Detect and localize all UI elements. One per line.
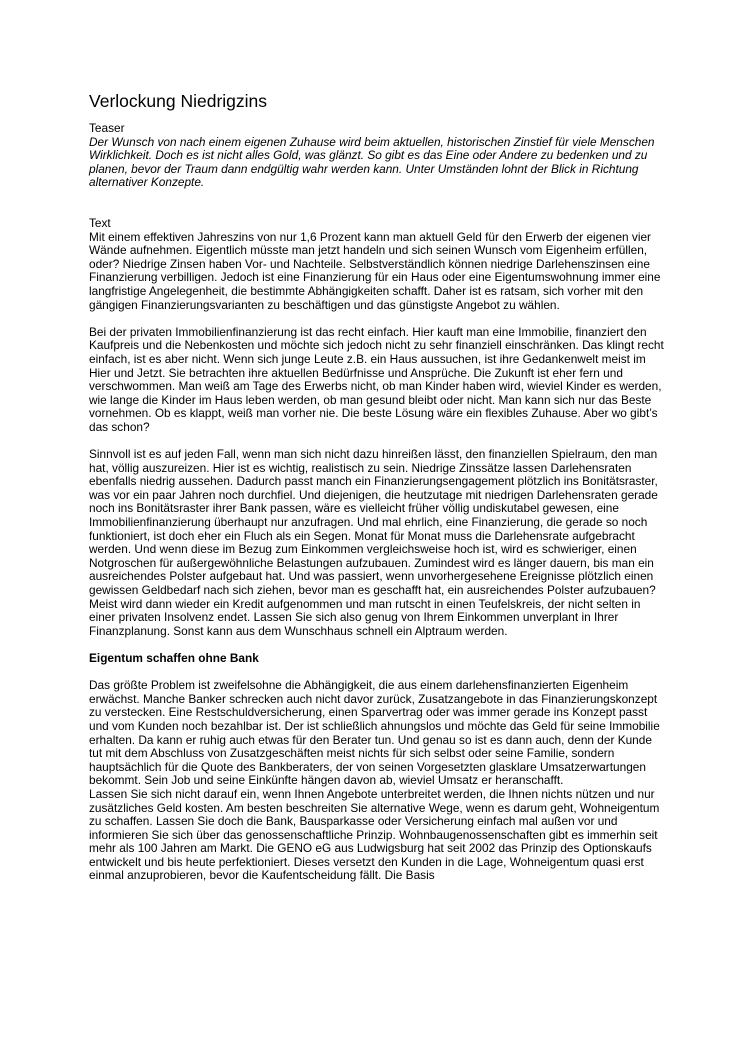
paragraph-2: Bei der privaten Immobilienfinanzierung ist das recht einfach. Hier kauft man eine Immobilie, finanziert den Kaufpreis und die Nebenkosten und möchte sich jedoch nicht zu sehr finanziell einschränken. Das klingt recht einfach, ist es aber nicht. Wenn sich junge Leute z.B. ein Haus aussuchen, ist ihre Gedankenwelt meist im Hier und Jetzt. Sie betrachten ihre aktuellen Bedürfnisse und Ansprüche. Die Zukunft ist eher fern und verschwommen. Man weiß am Tage des Erwerbs nicht, ob man Kinder haben wird, wieviel Kinder es werden, wie lange die Kinder im Haus leben werden, ob man gesund bleibt oder nicht. Man kann sich nur das Beste vornehmen. Ob es klappt, weiß man vorher nie. Die beste Lösung wäre ein flexibles Zuhause. Aber wo gibt’s das schon? (89, 324, 664, 434)
paragraph-1: Mit einem effektiven Jahreszins von nur 1,6 Prozent kann man aktuell Geld für den Erwerb der eigenen vier Wände aufnehmen. Eigentlich müsste man jetzt handeln und sich seinen Wunsch vom Eigenheim erfüllen, oder? Niedrige Zinsen haben Vor- und Nachteile. Selbstverständlich können niedrige Darlehenszinsen eine Finanzierung verbilligen. Jedoch ist eine Finanzierung für ein Haus oder eine Eigentumswohnung immer eine langfristige Angelegenheit, die bestimmte Abhängigkeiten schafft. Daher ist es ratsam, sich vorher mit den gängigen Finanzierungsvarianten zu beschäftigen und das günstigste Angebot zu wählen. (89, 229, 661, 312)
teaser-label: Teaser (89, 121, 125, 135)
spacer (89, 666, 667, 680)
document-body (89, 122, 667, 883)
section-paragraph-2: Lassen Sie sich nicht darauf ein, wenn Ihnen Angebote unterbreitet werden, die Ihnen nichts nützen und nur zusätzliches Geld kosten. Am besten beschreiten Sie alternative Wege, wenn es darum geht, Wohneigentum zu schaffen. Lassen Sie doch die Bank, Bausparkasse oder Versicherung einfach mal außen vor und informieren Sie sich über das genossenschaftliche Prinzip. Wohnbaugenossenschaften gibt es immerhin seit mehr als 100 Jahren am Markt. Die GENO eG aus Ludwigsburg hat seit 2002 das Prinzip des Optionskaufs entwickelt und bis heute perfektioniert. Dieses versetzt den Kunden in die Lage, Wohneigentum quasi erst einmal anzuprobieren, bevor die Kaufentscheidung fällt. Die Basis (89, 786, 660, 883)
section-paragraph-1: Das größte Problem ist zweifelsohne die Abhängigkeit, die aus einem darlehensfinanzierten Eigenheim erwächst. Manche Banker schrecken auch nicht davor zurück, Zusatzangebote in das Finanzierungskonzept zu verstecken. Eine Restschuldversicherung, einen Sparvertrag oder was immer gerade ins Konzept passt und vom Kunden noch bezahlbar ist. Der ist schließlich ahnungslos und möchte das Geld für seine Immobilie erhalten. Da kann er ruhig auch etwas für den Berater tun. Und genau so ist es dann auch, denn der Kunde tut mit dem Abschluss von Zusatzgeschäften meist nichts für sich selbst oder seine Familie, sondern hauptsächlich für die Quote des Bankberaters, der von seinen Vorgesetzten glasklare Umsatzerwartungen bekommt. Sein Job und seine Einkünfte hängen davon ab, wieviel Umsatz er heranschafft. (89, 678, 660, 788)
document-title: Verlockung Niedrigzins (89, 91, 268, 111)
text-label: Text (89, 215, 111, 230)
teaser-text: Der Wunsch von nach einem eigenen Zuhause wird beim aktuellen, historischen Zinstief für viele Menschen Wirklichkeit. Doch es ist nicht alles Gold, was glänzt. So gibt es das Eine oder Andere zu bedenken und zu planen, bevor der Traum dann endgültig wahr werden kann. Unter Umständen lohnt der Blick in Richtung alternativer Konzepte. (89, 134, 655, 190)
spacer (89, 312, 667, 326)
section-heading: Eigentum schaffen ohne Bank (89, 650, 259, 665)
paragraph-3: Sinnvoll ist es auf jeden Fall, wenn man sich nicht dazu hinreißen lässt, den finanziellen Spielraum, den man hat, völlig auszureizen. Hier ist es wichtig, realistisch zu sein. Niedrige Zinssätze lassen Darlehensraten ebenfalls niedrig aussehen. Dadurch passt manch ein Finanzierungsengagement plötzlich ins Bonitätsraster, was vor ein paar Jahren noch durchfiel. Und diejenigen, die heutzutage mit niedrigen Darlehensraten gerade noch ins Bonitätsraster ihrer Bank passen, wäre es vielleicht früher völlig undiskutabel gewesen, eine Immobilienfinanzierung überhaupt nur anzufragen. Und mal ehrlich, eine Finanzierung, die gerade so noch funktioniert, ist doch eher ein Fluch als ein Segen. Monat für Monat muss die Darlehensrate aufgebracht werden. Und wenn diese im Bezug zum Einkommen vergleichsweise hoch ist, wird es schwieriger, einen Notgroschen für außergewöhnliche Belastungen aufzubauen. Zumindest wird es länger dauern, bis man ein ausreichendes Polster aufgebaut hat. Und was passiert, wenn unvorhergesehene Ereignisse plötzlich einen gewissen Geldbedarf nach sich ziehen, bevor man es geschafft hat, ein ausreichendes Polster aufzubauen? Meist wird dann wieder ein Kredit aufgenommen und man rutscht in einen Teufelskreis, der nicht selten in einer privaten Insolvenz endet. Lassen Sie sich also genug von Ihrem Einkommen unverplant in Ihrer Finanzplanung. Sonst kann aus dem Wunschhaus schnell ein Alptraum werden. (89, 447, 658, 638)
spacer (89, 434, 667, 448)
spacer (89, 638, 667, 652)
spacer (89, 190, 667, 217)
